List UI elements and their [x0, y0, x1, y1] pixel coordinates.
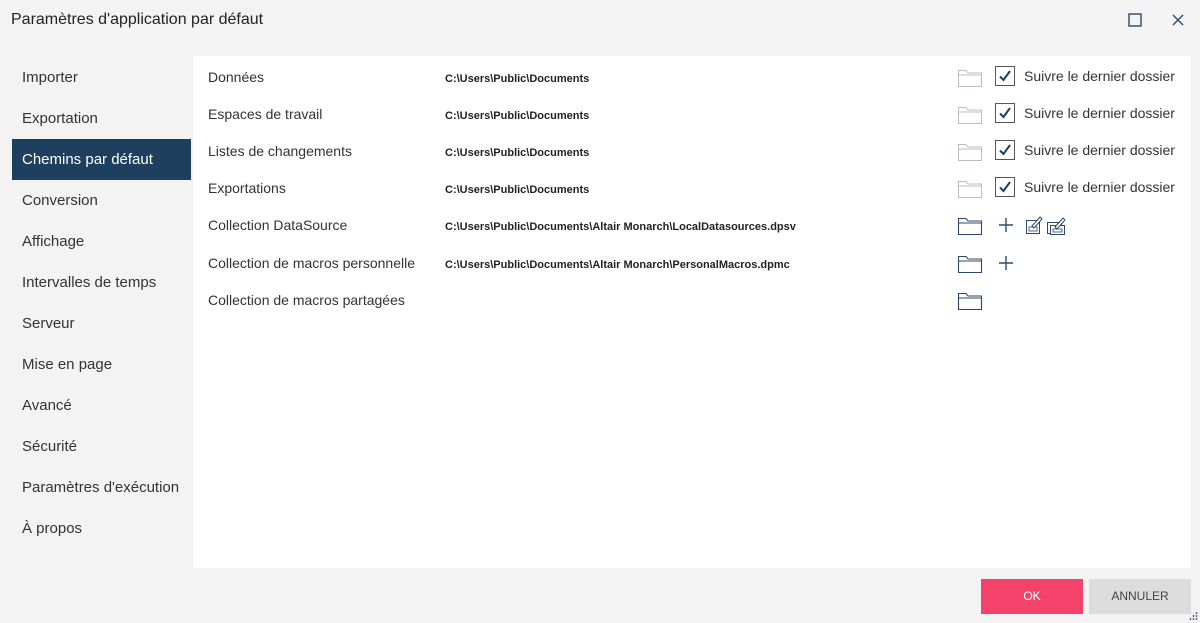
- sidebar-item-server[interactable]: Serveur: [22, 315, 75, 332]
- path-row-exports: [193, 170, 1191, 207]
- close-icon: [1168, 10, 1188, 30]
- path-value: C:\Users\Public\Documents: [445, 147, 590, 159]
- default-paths-panel: [193, 56, 1191, 568]
- plus-icon: [995, 252, 1017, 274]
- edit-multi-datasource-icon: [1045, 214, 1069, 236]
- maximize-icon: [1125, 10, 1145, 30]
- settings-sidebar: [12, 57, 191, 549]
- edit-datasource-icon: [1024, 214, 1044, 236]
- checkmark-icon: [997, 68, 1013, 84]
- folder-icon: [957, 177, 983, 199]
- folder-icon: [957, 66, 983, 88]
- sidebar-item-advanced[interactable]: Avancé: [22, 397, 72, 414]
- folder-icon: [957, 252, 983, 274]
- sidebar-item-page-layout[interactable]: Mise en page: [22, 356, 113, 373]
- path-row-workspaces: [193, 96, 1191, 133]
- path-row-label: Données: [208, 69, 265, 85]
- follow-last-folder-checkbox[interactable]: [995, 66, 1015, 86]
- path-value: C:\Users\Public\Documents: [445, 110, 590, 122]
- browse-folder-button[interactable]: [957, 66, 983, 88]
- path-value: C:\Users\Public\Documents\Altair Monarch\PersonalMacros.dpmc: [445, 259, 790, 271]
- plus-icon: [995, 214, 1017, 236]
- sidebar-item-display[interactable]: Affichage: [22, 233, 85, 250]
- sidebar-item-conversion[interactable]: Conversion: [22, 192, 98, 209]
- path-row-label: Collection de macros partagées: [208, 292, 405, 308]
- path-row-label: Collection DataSource: [208, 217, 348, 233]
- follow-last-folder-label: Suivre le dernier dossier: [1024, 105, 1175, 121]
- path-row-datasource-collection: [193, 207, 1191, 244]
- path-row-personal-macros: [193, 245, 1191, 282]
- checkmark-icon: [997, 179, 1013, 195]
- maximize-button[interactable]: [1125, 10, 1145, 30]
- folder-icon: [957, 140, 983, 162]
- close-button[interactable]: [1168, 10, 1188, 30]
- path-row-change-lists: [193, 133, 1191, 170]
- sidebar-item-execution-settings[interactable]: Paramètres d'exécution: [22, 479, 180, 496]
- browse-folder-button[interactable]: [957, 252, 983, 274]
- path-row-data: [193, 59, 1191, 96]
- sidebar-item-default-paths[interactable]: Chemins par défaut: [12, 139, 191, 180]
- follow-last-folder-label: Suivre le dernier dossier: [1024, 179, 1175, 195]
- sidebar-item-importer[interactable]: Importer: [22, 69, 78, 86]
- checkmark-icon: [997, 105, 1013, 121]
- path-row-label: Exportations: [208, 180, 286, 196]
- folder-icon: [957, 103, 983, 125]
- path-value: C:\Users\Public\Documents\Altair Monarch\LocalDatasources.dpsv: [445, 221, 796, 233]
- edit-datasource-button[interactable]: [1024, 214, 1044, 236]
- add-collection-button[interactable]: [995, 214, 1017, 236]
- follow-last-folder-label: Suivre le dernier dossier: [1024, 142, 1175, 158]
- browse-folder-button[interactable]: [957, 103, 983, 125]
- browse-folder-button[interactable]: [957, 177, 983, 199]
- folder-icon: [957, 214, 983, 236]
- follow-last-folder-checkbox[interactable]: [995, 103, 1015, 123]
- cancel-button[interactable]: ANNULER: [1089, 579, 1191, 614]
- add-collection-button[interactable]: [995, 252, 1017, 274]
- browse-folder-button[interactable]: [957, 289, 983, 311]
- follow-last-folder-checkbox[interactable]: [995, 177, 1015, 197]
- path-row-label: Espaces de travail: [208, 106, 323, 122]
- sidebar-item-security[interactable]: Sécurité: [22, 438, 78, 455]
- window-title: Paramètres d'application par défaut: [11, 11, 264, 28]
- path-value: C:\Users\Public\Documents: [445, 184, 590, 196]
- path-row-label: Listes de changements: [208, 143, 352, 159]
- sidebar-item-time-intervals[interactable]: Intervalles de temps: [22, 274, 157, 291]
- edit-multiple-datasources-button[interactable]: [1045, 214, 1069, 236]
- follow-last-folder-checkbox[interactable]: [995, 140, 1015, 160]
- path-value: C:\Users\Public\Documents: [445, 73, 590, 85]
- follow-last-folder-label: Suivre le dernier dossier: [1024, 68, 1175, 84]
- folder-icon: [957, 289, 983, 311]
- checkmark-icon: [997, 142, 1013, 158]
- title-bar: [0, 0, 1200, 40]
- path-row-label: Collection de macros personnelle: [208, 255, 415, 271]
- path-row-shared-macros: [193, 282, 1191, 319]
- sidebar-item-exportation[interactable]: Exportation: [22, 110, 98, 127]
- browse-folder-button[interactable]: [957, 140, 983, 162]
- browse-folder-button[interactable]: [957, 214, 983, 236]
- resize-grip-icon[interactable]: [1188, 611, 1198, 621]
- sidebar-item-about[interactable]: À propos: [22, 520, 83, 537]
- ok-button[interactable]: OK: [981, 579, 1083, 614]
